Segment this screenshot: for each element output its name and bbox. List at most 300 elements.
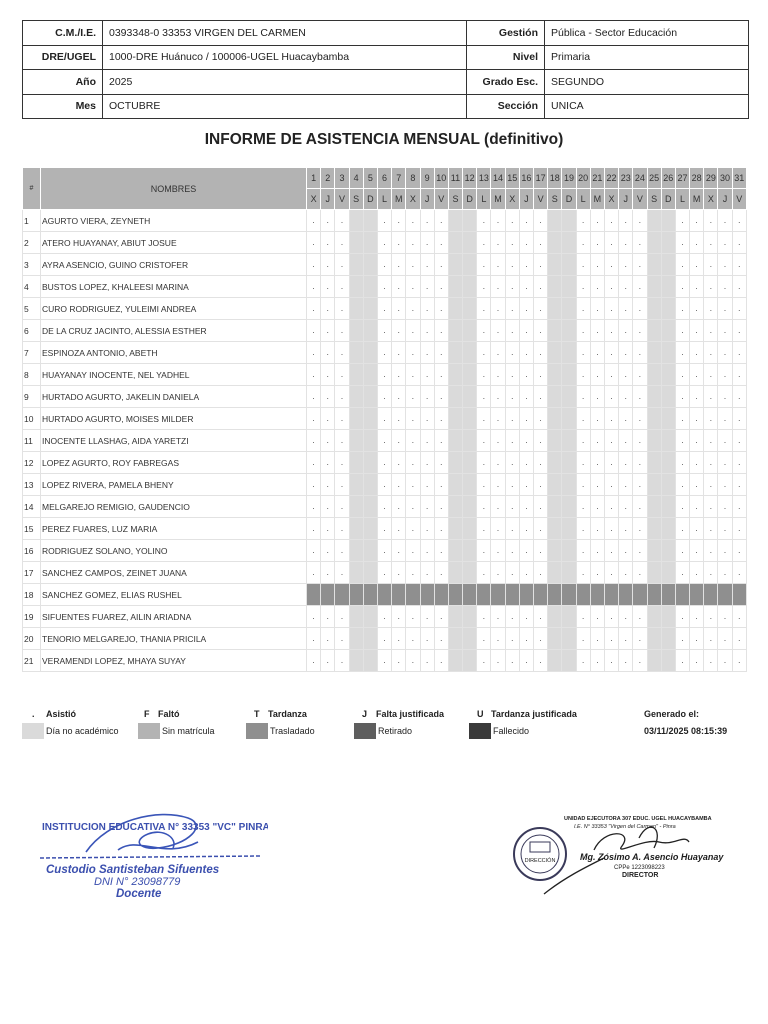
attendance-cell [363, 452, 377, 474]
attendance-cell [647, 650, 661, 672]
header-row [23, 94, 749, 119]
attendance-cell [349, 452, 363, 474]
attendance-cell [562, 430, 576, 452]
attendance-cell: . [619, 628, 633, 650]
attendance-cell: . [675, 276, 689, 298]
attendance-cell: . [505, 518, 519, 540]
attendance-cell [604, 584, 618, 606]
attendance-cell: . [377, 518, 391, 540]
attendance-cell: . [534, 452, 548, 474]
attendance-cell [349, 320, 363, 342]
attendance-cell: . [690, 650, 704, 672]
student-number: 19 [23, 606, 41, 628]
student-number: 10 [23, 408, 41, 430]
header-row [23, 21, 749, 46]
attendance-cell: . [377, 628, 391, 650]
student-name: RODRIGUEZ SOLANO, YOLINO [41, 540, 307, 562]
attendance-cell: . [519, 650, 533, 672]
weekday-header: X [505, 189, 519, 210]
attendance-cell: . [633, 408, 647, 430]
attendance-cell: . [321, 276, 335, 298]
attendance-cell: . [406, 628, 420, 650]
attendance-cell: . [505, 562, 519, 584]
attendance-cell: . [690, 518, 704, 540]
attendance-cell: . [392, 210, 406, 232]
attendance-cell: . [576, 408, 590, 430]
attendance-cell [548, 496, 562, 518]
weekday-header: V [732, 189, 746, 210]
attendance-cell [732, 584, 746, 606]
attendance-cell [562, 342, 576, 364]
attendance-cell [548, 650, 562, 672]
attendance-cell: . [505, 408, 519, 430]
attendance-cell [349, 430, 363, 452]
attendance-cell: . [534, 496, 548, 518]
attendance-cell: . [732, 210, 746, 232]
attendance-cell: . [505, 452, 519, 474]
attendance-cell: . [392, 518, 406, 540]
attendance-cell: . [335, 276, 349, 298]
attendance-cell [704, 584, 718, 606]
weekday-header: S [647, 189, 661, 210]
attendance-cell: . [505, 650, 519, 672]
attendance-cell [562, 562, 576, 584]
attendance-cell [349, 298, 363, 320]
attendance-cell: . [675, 408, 689, 430]
attendance-cell: . [732, 254, 746, 276]
attendance-cell [548, 430, 562, 452]
attendance-cell: . [420, 342, 434, 364]
attendance-cell: . [604, 210, 618, 232]
attendance-cell: . [519, 518, 533, 540]
attendance-cell [448, 496, 462, 518]
teacher-signature-block [38, 800, 268, 900]
attendance-cell: . [377, 342, 391, 364]
attendance-cell: . [633, 628, 647, 650]
attendance-cell: . [704, 650, 718, 672]
teacher-institution: INSTITUCION EDUCATIVA N° 33353 "VC" PINRA [42, 822, 268, 833]
attendance-cell: . [406, 496, 420, 518]
attendance-cell: . [732, 408, 746, 430]
attendance-cell: . [704, 562, 718, 584]
student-name: LOPEZ AGURTO, ROY FABREGAS [41, 452, 307, 474]
attendance-cell [661, 298, 675, 320]
weekday-header: J [321, 189, 335, 210]
student-row [23, 210, 747, 232]
attendance-cell [548, 320, 562, 342]
attendance-cell: . [690, 606, 704, 628]
attendance-cell [349, 562, 363, 584]
attendance-cell: . [335, 430, 349, 452]
student-number: 11 [23, 430, 41, 452]
attendance-table [22, 167, 747, 672]
attendance-cell [448, 342, 462, 364]
day-number-header: 15 [505, 168, 519, 189]
attendance-cell: . [434, 298, 448, 320]
attendance-cell: . [732, 628, 746, 650]
attendance-cell: . [420, 298, 434, 320]
header-row [23, 45, 749, 70]
director-role: DIRECTOR [622, 872, 659, 879]
weekday-header: M [690, 189, 704, 210]
attendance-cell: . [576, 320, 590, 342]
weekday-header: M [590, 189, 604, 210]
attendance-cell [363, 562, 377, 584]
attendance-cell: . [392, 276, 406, 298]
attendance-cell: . [534, 430, 548, 452]
attendance-cell: . [377, 474, 391, 496]
attendance-cell: . [576, 496, 590, 518]
attendance-cell: . [406, 606, 420, 628]
attendance-cell: . [576, 606, 590, 628]
attendance-cell: . [704, 210, 718, 232]
attendance-cell: . [619, 408, 633, 430]
attendance-cell: . [633, 364, 647, 386]
attendance-cell: . [619, 540, 633, 562]
student-row [23, 606, 747, 628]
legend-swatch [22, 723, 44, 739]
attendance-cell: . [335, 408, 349, 430]
attendance-cell: . [321, 452, 335, 474]
attendance-cell [349, 628, 363, 650]
attendance-cell: . [406, 298, 420, 320]
attendance-cell: . [534, 232, 548, 254]
attendance-cell [548, 342, 562, 364]
attendance-cell [448, 210, 462, 232]
student-row [23, 496, 747, 518]
attendance-cell: . [477, 320, 491, 342]
attendance-cell: . [690, 386, 704, 408]
student-row [23, 342, 747, 364]
weekday-header: J [519, 189, 533, 210]
attendance-cell: . [420, 650, 434, 672]
teacher-signature-svg [38, 800, 268, 900]
attendance-cell: . [392, 408, 406, 430]
attendance-cell: . [675, 540, 689, 562]
attendance-cell [562, 386, 576, 408]
attendance-cell: . [519, 276, 533, 298]
header-label: Nivel [467, 45, 545, 70]
attendance-cell: . [477, 430, 491, 452]
attendance-cell [647, 232, 661, 254]
attendance-cell: . [491, 518, 505, 540]
attendance-cell: . [519, 606, 533, 628]
day-number-header: 5 [363, 168, 377, 189]
attendance-cell [463, 430, 477, 452]
attendance-cell [647, 606, 661, 628]
attendance-cell [661, 540, 675, 562]
attendance-cell: . [335, 210, 349, 232]
attendance-cell: . [321, 232, 335, 254]
attendance-cell [647, 496, 661, 518]
student-name: MELGAREJO REMIGIO, GAUDENCIO [41, 496, 307, 518]
header-label: Gestión [467, 21, 545, 46]
attendance-cell: . [519, 408, 533, 430]
attendance-cell: . [477, 408, 491, 430]
attendance-cell [420, 584, 434, 606]
attendance-cell: . [534, 606, 548, 628]
attendance-cell: . [307, 408, 321, 430]
day-number-header: 27 [675, 168, 689, 189]
student-row [23, 540, 747, 562]
student-number: 5 [23, 298, 41, 320]
attendance-cell [349, 606, 363, 628]
attendance-cell: . [590, 320, 604, 342]
attendance-cell [562, 254, 576, 276]
attendance-cell [647, 540, 661, 562]
attendance-cell: . [604, 254, 618, 276]
attendance-cell: . [392, 606, 406, 628]
attendance-cell: . [406, 254, 420, 276]
attendance-cell: . [335, 232, 349, 254]
student-name: AGURTO VIERA, ZEYNETH [41, 210, 307, 232]
attendance-cell: . [590, 364, 604, 386]
attendance-cell: . [505, 430, 519, 452]
attendance-cell: . [604, 540, 618, 562]
attendance-cell [548, 452, 562, 474]
attendance-cell: . [434, 386, 448, 408]
header-label: Grado Esc. [467, 70, 545, 95]
attendance-cell: . [690, 232, 704, 254]
attendance-cell: . [505, 320, 519, 342]
header-label: DRE/UGEL [23, 45, 103, 70]
header-value: 1000-DRE Huánuco / 100006-UGEL Huacaybamba [103, 45, 467, 70]
attendance-cell [463, 408, 477, 430]
attendance-cell: . [718, 540, 732, 562]
attendance-cell [562, 584, 576, 606]
attendance-cell: . [604, 342, 618, 364]
attendance-cell [548, 232, 562, 254]
attendance-cell: . [505, 210, 519, 232]
attendance-cell: . [321, 342, 335, 364]
attendance-cell: . [434, 606, 448, 628]
attendance-cell: . [704, 276, 718, 298]
attendance-cell [463, 452, 477, 474]
attendance-cell: . [604, 628, 618, 650]
attendance-cell: . [590, 342, 604, 364]
attendance-cell: . [675, 342, 689, 364]
attendance-cell: . [491, 452, 505, 474]
seal-text: DIRECCIÓN [524, 858, 556, 864]
day-number-header: 19 [562, 168, 576, 189]
header-label: C.M./I.E. [23, 21, 103, 46]
attendance-cell [548, 408, 562, 430]
attendance-cell: . [434, 254, 448, 276]
attendance-cell: . [392, 232, 406, 254]
attendance-cell [548, 364, 562, 386]
attendance-cell: . [590, 386, 604, 408]
attendance-cell: . [732, 298, 746, 320]
attendance-cell: . [392, 452, 406, 474]
student-row [23, 320, 747, 342]
attendance-cell: . [718, 232, 732, 254]
attendance-cell: . [377, 496, 391, 518]
attendance-cell: . [633, 276, 647, 298]
attendance-cell: . [321, 320, 335, 342]
attendance-cell: . [718, 276, 732, 298]
attendance-cell [463, 276, 477, 298]
attendance-cell [349, 276, 363, 298]
student-number: 1 [23, 210, 41, 232]
attendance-cell: . [704, 232, 718, 254]
attendance-cell: . [718, 562, 732, 584]
attendance-cell: . [491, 210, 505, 232]
attendance-cell: . [718, 364, 732, 386]
attendance-cell [519, 584, 533, 606]
attendance-cell: . [718, 210, 732, 232]
attendance-cell: . [519, 232, 533, 254]
generated-label: Generado el: [644, 709, 700, 719]
attendance-cell: . [619, 474, 633, 496]
attendance-cell: . [604, 298, 618, 320]
day-number-header: 6 [377, 168, 391, 189]
weekday-header: X [604, 189, 618, 210]
attendance-cell: . [491, 540, 505, 562]
attendance-cell: . [519, 254, 533, 276]
attendance-cell: . [377, 562, 391, 584]
attendance-cell: . [718, 474, 732, 496]
attendance-cell: . [690, 496, 704, 518]
attendance-cell: . [732, 540, 746, 562]
attendance-cell: . [392, 320, 406, 342]
attendance-cell: . [690, 276, 704, 298]
legend-swatch [354, 723, 376, 739]
attendance-cell: . [406, 430, 420, 452]
attendance-cell: . [675, 254, 689, 276]
director-seal-svg [484, 798, 736, 910]
weekday-header: J [619, 189, 633, 210]
attendance-cell: . [590, 540, 604, 562]
attendance-cell: . [704, 298, 718, 320]
attendance-cell: . [406, 386, 420, 408]
header-info-table [22, 20, 749, 119]
student-number: 9 [23, 386, 41, 408]
attendance-cell: . [491, 606, 505, 628]
attendance-cell: . [392, 430, 406, 452]
attendance-cell [619, 584, 633, 606]
attendance-cell: . [321, 562, 335, 584]
header-value: Pública - Sector Educación [545, 21, 749, 46]
attendance-cell: . [505, 298, 519, 320]
attendance-cell: . [335, 342, 349, 364]
attendance-cell: . [633, 298, 647, 320]
attendance-cell: . [377, 320, 391, 342]
attendance-cell [349, 232, 363, 254]
page-title: INFORME DE ASISTENCIA MENSUAL (definitivo) [204, 131, 564, 148]
attendance-cell: . [434, 562, 448, 584]
student-number: 7 [23, 342, 41, 364]
day-number-header: 12 [463, 168, 477, 189]
student-row [23, 364, 747, 386]
attendance-cell [448, 540, 462, 562]
attendance-cell: . [505, 232, 519, 254]
attendance-cell [647, 562, 661, 584]
attendance-cell: . [307, 254, 321, 276]
attendance-cell [647, 298, 661, 320]
attendance-cell: . [732, 562, 746, 584]
attendance-cell: . [590, 232, 604, 254]
legend-swatch [246, 723, 268, 739]
attendance-cell: . [491, 496, 505, 518]
student-number: 2 [23, 232, 41, 254]
attendance-cell: . [434, 518, 448, 540]
attendance-cell: . [534, 276, 548, 298]
student-name: CURO RODRIGUEZ, YULEIMI ANDREA [41, 298, 307, 320]
day-number-header: 29 [704, 168, 718, 189]
attendance-cell: . [477, 210, 491, 232]
header-value: OCTUBRE [103, 94, 467, 119]
legend [22, 706, 748, 742]
attendance-cell: . [675, 650, 689, 672]
attendance-cell: . [576, 430, 590, 452]
attendance-cell: . [675, 298, 689, 320]
attendance-cell [647, 386, 661, 408]
attendance-cell: . [477, 232, 491, 254]
student-number: 18 [23, 584, 41, 606]
attendance-cell: . [406, 540, 420, 562]
attendance-cell: . [377, 430, 391, 452]
attendance-cell: . [619, 320, 633, 342]
attendance-cell: . [434, 276, 448, 298]
attendance-cell: . [321, 364, 335, 386]
attendance-cell: . [534, 628, 548, 650]
attendance-cell [548, 474, 562, 496]
attendance-cell [491, 584, 505, 606]
student-number: 14 [23, 496, 41, 518]
attendance-cell [307, 584, 321, 606]
attendance-cell: . [633, 342, 647, 364]
attendance-cell: . [335, 474, 349, 496]
attendance-cell: . [590, 276, 604, 298]
attendance-cell [661, 628, 675, 650]
attendance-cell: . [633, 232, 647, 254]
attendance-cell [647, 408, 661, 430]
attendance-cell [363, 430, 377, 452]
attendance-cell: . [604, 518, 618, 540]
attendance-cell [562, 496, 576, 518]
attendance-cell: . [420, 518, 434, 540]
attendance-cell: . [534, 254, 548, 276]
attendance-cell [448, 650, 462, 672]
attendance-cell [576, 584, 590, 606]
attendance-cell [633, 584, 647, 606]
attendance-cell: . [321, 606, 335, 628]
attendance-cell [463, 628, 477, 650]
header-label: Año [23, 70, 103, 95]
student-row [23, 430, 747, 452]
attendance-cell [562, 540, 576, 562]
attendance-cell: . [321, 298, 335, 320]
attendance-cell: . [491, 650, 505, 672]
director-cpp: CPPe 1223098223 [614, 865, 665, 871]
attendance-cell: . [732, 606, 746, 628]
day-number-header: 17 [534, 168, 548, 189]
attendance-cell: . [392, 254, 406, 276]
attendance-cell: . [434, 650, 448, 672]
attendance-cell [463, 320, 477, 342]
attendance-cell: . [519, 210, 533, 232]
attendance-cell [448, 276, 462, 298]
attendance-cell: . [690, 430, 704, 452]
attendance-cell [363, 408, 377, 430]
attendance-cell: . [690, 628, 704, 650]
attendance-cell: . [377, 254, 391, 276]
attendance-cell: . [420, 386, 434, 408]
weekday-header: L [377, 189, 391, 210]
attendance-cell [647, 584, 661, 606]
attendance-cell: . [377, 364, 391, 386]
attendance-cell: . [604, 452, 618, 474]
